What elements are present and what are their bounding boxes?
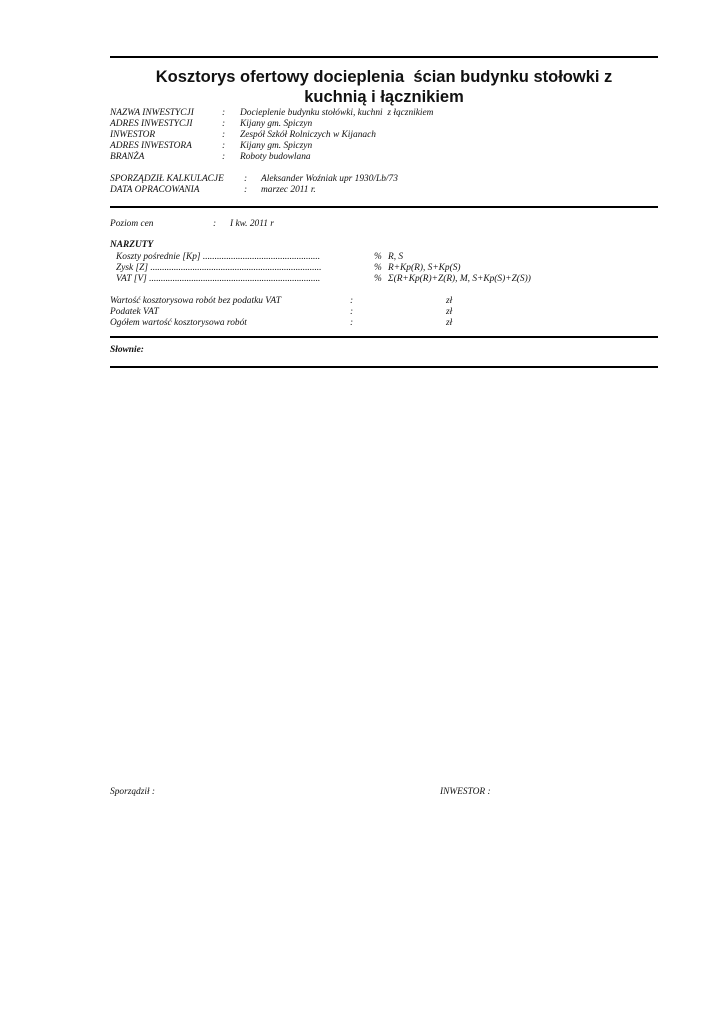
signature-prepared-by: Sporządził : (110, 787, 156, 797)
prepared-label: DATA OPRACOWANIA (110, 185, 200, 195)
surcharge-label: Koszty pośrednie [Kp] .................................................. (116, 252, 321, 262)
total-unit: zł (446, 307, 453, 317)
info-sep: : (222, 108, 226, 118)
info-value: Zespół Szkół Rolniczych w Kijanach (240, 130, 376, 140)
price-level-label: Poziom cen (110, 219, 154, 229)
info-value: Docieplenie budynku stołówki, kuchni z łącznikiem (240, 108, 434, 118)
surcharges-heading: NARZUTY (110, 240, 154, 250)
signature-investor: INWESTOR : (440, 787, 491, 797)
surcharge-label: Zysk [Z] ......................................................................... (116, 263, 322, 273)
prepared-sep: : (244, 174, 248, 184)
total-sep: : (350, 318, 354, 328)
prepared-sep: : (244, 185, 248, 195)
prepared-value: Aleksander Woźniak upr 1930/Lb/73 (261, 174, 398, 184)
info-sep: : (222, 141, 226, 151)
surcharge-basis: R, S (388, 252, 404, 262)
top-rule (110, 56, 658, 58)
total-label: Wartość kosztorysowa robót bez podatku VAT (110, 296, 281, 306)
surcharge-basis: Σ(R+Kp(R)+Z(R), M, S+Kp(S)+Z(S)) (388, 274, 531, 284)
info-sep: : (222, 130, 226, 140)
info-label: ADRES INWESTYCJI (110, 119, 193, 129)
section-rule (110, 206, 658, 208)
title-line-1: Kosztorys ofertowy docieplenia ścian budynku stołowki z (155, 68, 613, 86)
info-value: Kijany gm. Spiczyn (240, 119, 313, 129)
price-level-value: I kw. 2011 r (230, 219, 274, 229)
document-title (110, 67, 658, 107)
total-sep: : (350, 307, 354, 317)
info-value: Roboty budowlana (240, 152, 311, 162)
surcharge-unit: % (374, 263, 382, 273)
total-unit: zł (446, 296, 453, 306)
section-rule (110, 336, 658, 338)
price-level-sep: : (213, 219, 217, 229)
surcharge-basis: R+Kp(R), S+Kp(S) (388, 263, 461, 273)
section-rule (110, 366, 658, 368)
total-unit: zł (446, 318, 453, 328)
prepared-label: SPORZĄDZIŁ KALKULACJE (110, 174, 224, 184)
info-label: ADRES INWESTORA (110, 141, 192, 151)
info-value: Kijany gm. Spiczyn (240, 141, 313, 151)
total-sep: : (350, 296, 354, 306)
info-sep: : (222, 119, 226, 129)
info-label: BRANŻA (110, 152, 145, 162)
info-sep: : (222, 152, 226, 162)
info-label: NAZWA INWESTYCJI (110, 108, 194, 118)
words-label: Słownie: (110, 345, 144, 355)
surcharge-label: VAT [V] ......................................................................... (116, 274, 321, 284)
total-label: Podatek VAT (110, 307, 159, 317)
prepared-value: marzec 2011 r. (261, 185, 316, 195)
surcharge-unit: % (374, 274, 382, 284)
title-line-2: kuchnią i łącznikiem (304, 88, 464, 106)
surcharge-unit: % (374, 252, 382, 262)
total-label: Ogółem wartość kosztorysowa robót (110, 318, 247, 328)
info-label: INWESTOR (110, 130, 156, 140)
